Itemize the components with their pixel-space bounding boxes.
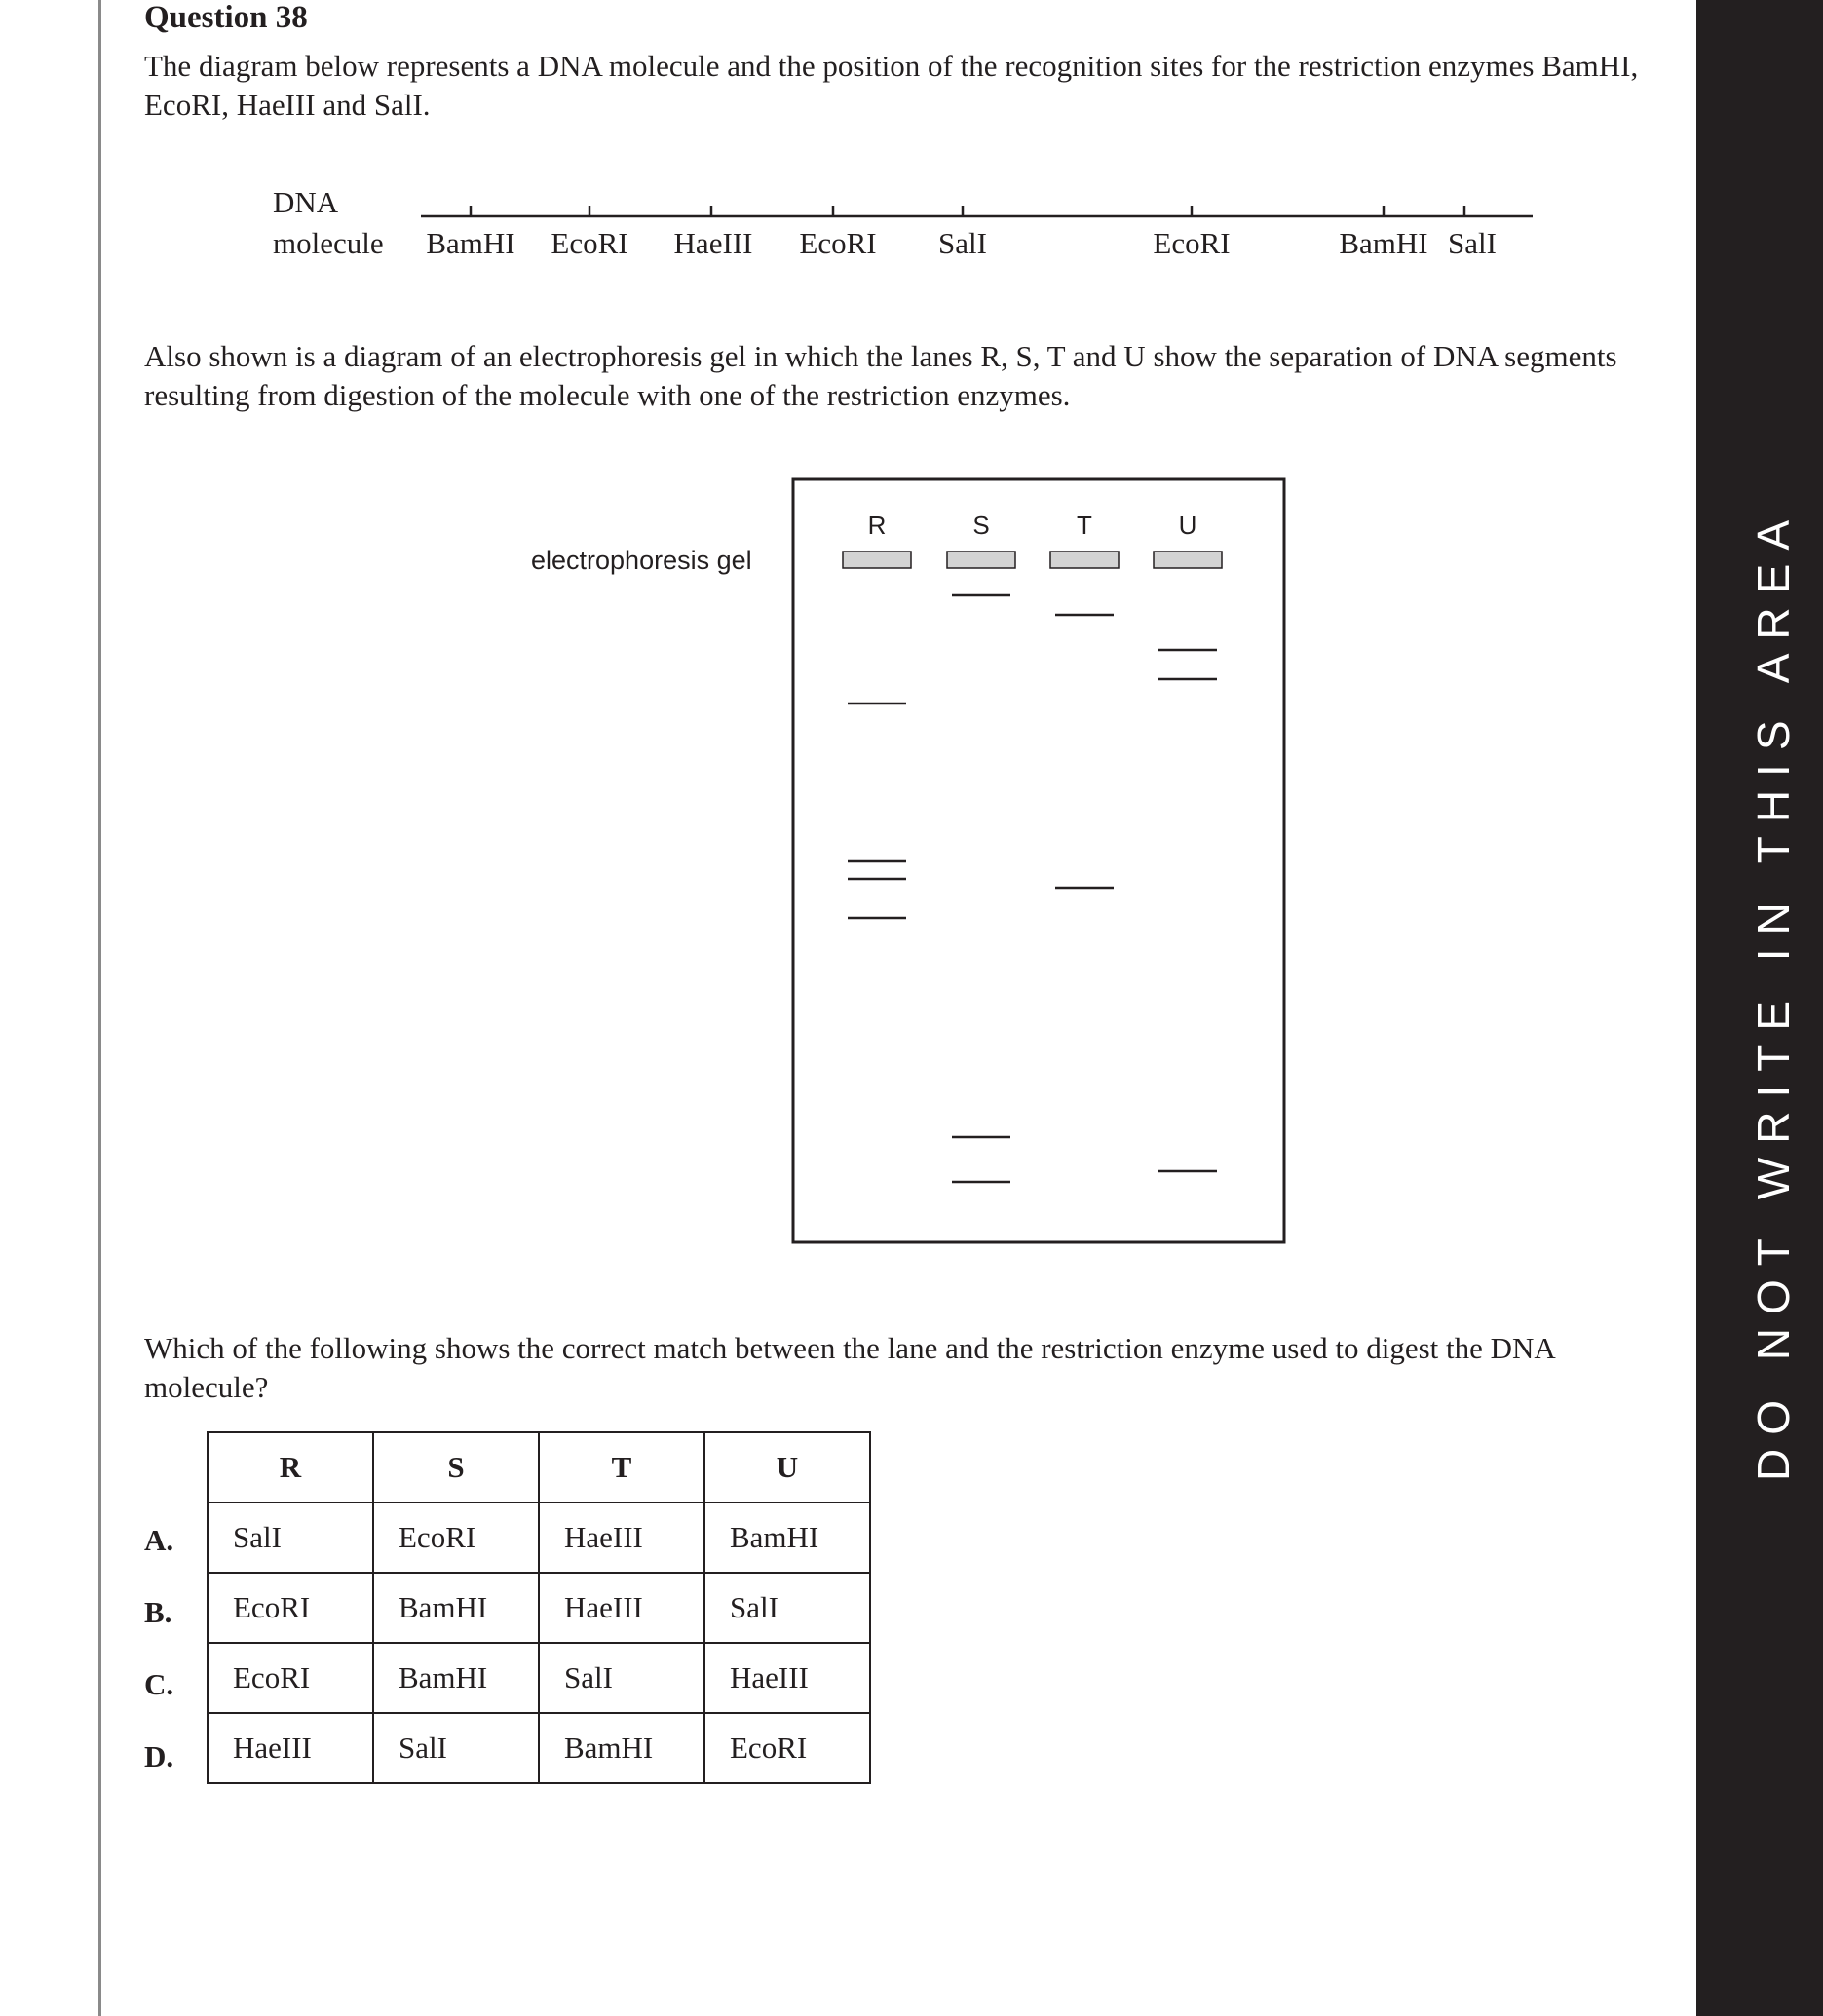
option-c-label[interactable]: C. [144, 1667, 174, 1701]
answer-cell: EcoRI [208, 1643, 373, 1713]
answer-row-a[interactable] [208, 1502, 870, 1573]
answer-cell: EcoRI [208, 1573, 373, 1643]
answer-row-c[interactable] [208, 1643, 870, 1713]
lane-label: U [1178, 511, 1197, 540]
dna-label-line1: DNA [273, 185, 339, 219]
header-lane-t: T [539, 1432, 704, 1502]
option-b-label[interactable]: B. [144, 1595, 172, 1629]
header-lane-u: U [704, 1432, 870, 1502]
dna-site-label: EcoRI [799, 226, 877, 260]
answer-cell: BamHI [373, 1643, 539, 1713]
answer-row-b[interactable] [208, 1573, 870, 1643]
gel-well [1050, 552, 1119, 568]
question-title: Question 38 [144, 0, 308, 35]
answer-cell: SalI [373, 1713, 539, 1783]
gel-well [947, 552, 1015, 568]
header-lane-r: R [208, 1432, 373, 1502]
answer-table [207, 1431, 871, 1784]
answer-cell: SalI [539, 1643, 704, 1713]
dna-site-label: EcoRI [551, 226, 628, 260]
dna-site-label: BamHI [426, 226, 515, 260]
gel-description: Also shown is a diagram of an electrophoresis gel in which the lanes R, S, T and U show the separation of DNA segments resulting from digestion of the molecule with one of the restriction enzymes. [144, 339, 1617, 412]
answer-cell: EcoRI [373, 1502, 539, 1573]
lane-label: S [972, 511, 990, 540]
answer-cell: SalI [208, 1502, 373, 1573]
header-lane-s: S [373, 1432, 539, 1502]
answer-table-header-row [208, 1432, 870, 1502]
answer-cell: HaeIII [539, 1502, 704, 1573]
answer-cell: HaeIII [704, 1643, 870, 1713]
answer-cell: EcoRI [704, 1713, 870, 1783]
dna-site-label: EcoRI [1153, 226, 1231, 260]
gel-well [1154, 552, 1222, 568]
answer-cell: BamHI [704, 1502, 870, 1573]
gel-well [843, 552, 911, 568]
answer-row-d[interactable] [208, 1713, 870, 1783]
answer-cell: SalI [704, 1573, 870, 1643]
dna-site-label: SalI [938, 226, 987, 260]
dna-site-label: SalI [1448, 226, 1497, 260]
gel-label: electrophoresis gel [531, 546, 752, 575]
answer-cell: BamHI [373, 1573, 539, 1643]
lane-label: R [867, 511, 887, 540]
question-prompt: Which of the following shows the correct match between the lane and the restriction enzyme used to digest the DNA molecule? [144, 1331, 1555, 1404]
answer-cell: HaeIII [208, 1713, 373, 1783]
dna-site-label: HaeIII [673, 226, 753, 260]
lane-label: T [1077, 511, 1092, 540]
dna-site-label: BamHI [1339, 226, 1428, 260]
gel-lane-group [843, 511, 1222, 1182]
do-not-write-notice: DO NOT WRITE IN THIS AREA [1748, 506, 1799, 1482]
dna-label-line2: molecule [273, 226, 384, 260]
answer-cell: HaeIII [539, 1573, 704, 1643]
option-d-label[interactable]: D. [144, 1739, 174, 1773]
answer-cell: BamHI [539, 1713, 704, 1783]
question-intro: The diagram below represents a DNA molecule and the position of the recognition sites for the restriction enzymes BamHI, EcoRI, HaeIII and SalI. [144, 49, 1639, 122]
option-a-label[interactable]: A. [144, 1523, 174, 1557]
